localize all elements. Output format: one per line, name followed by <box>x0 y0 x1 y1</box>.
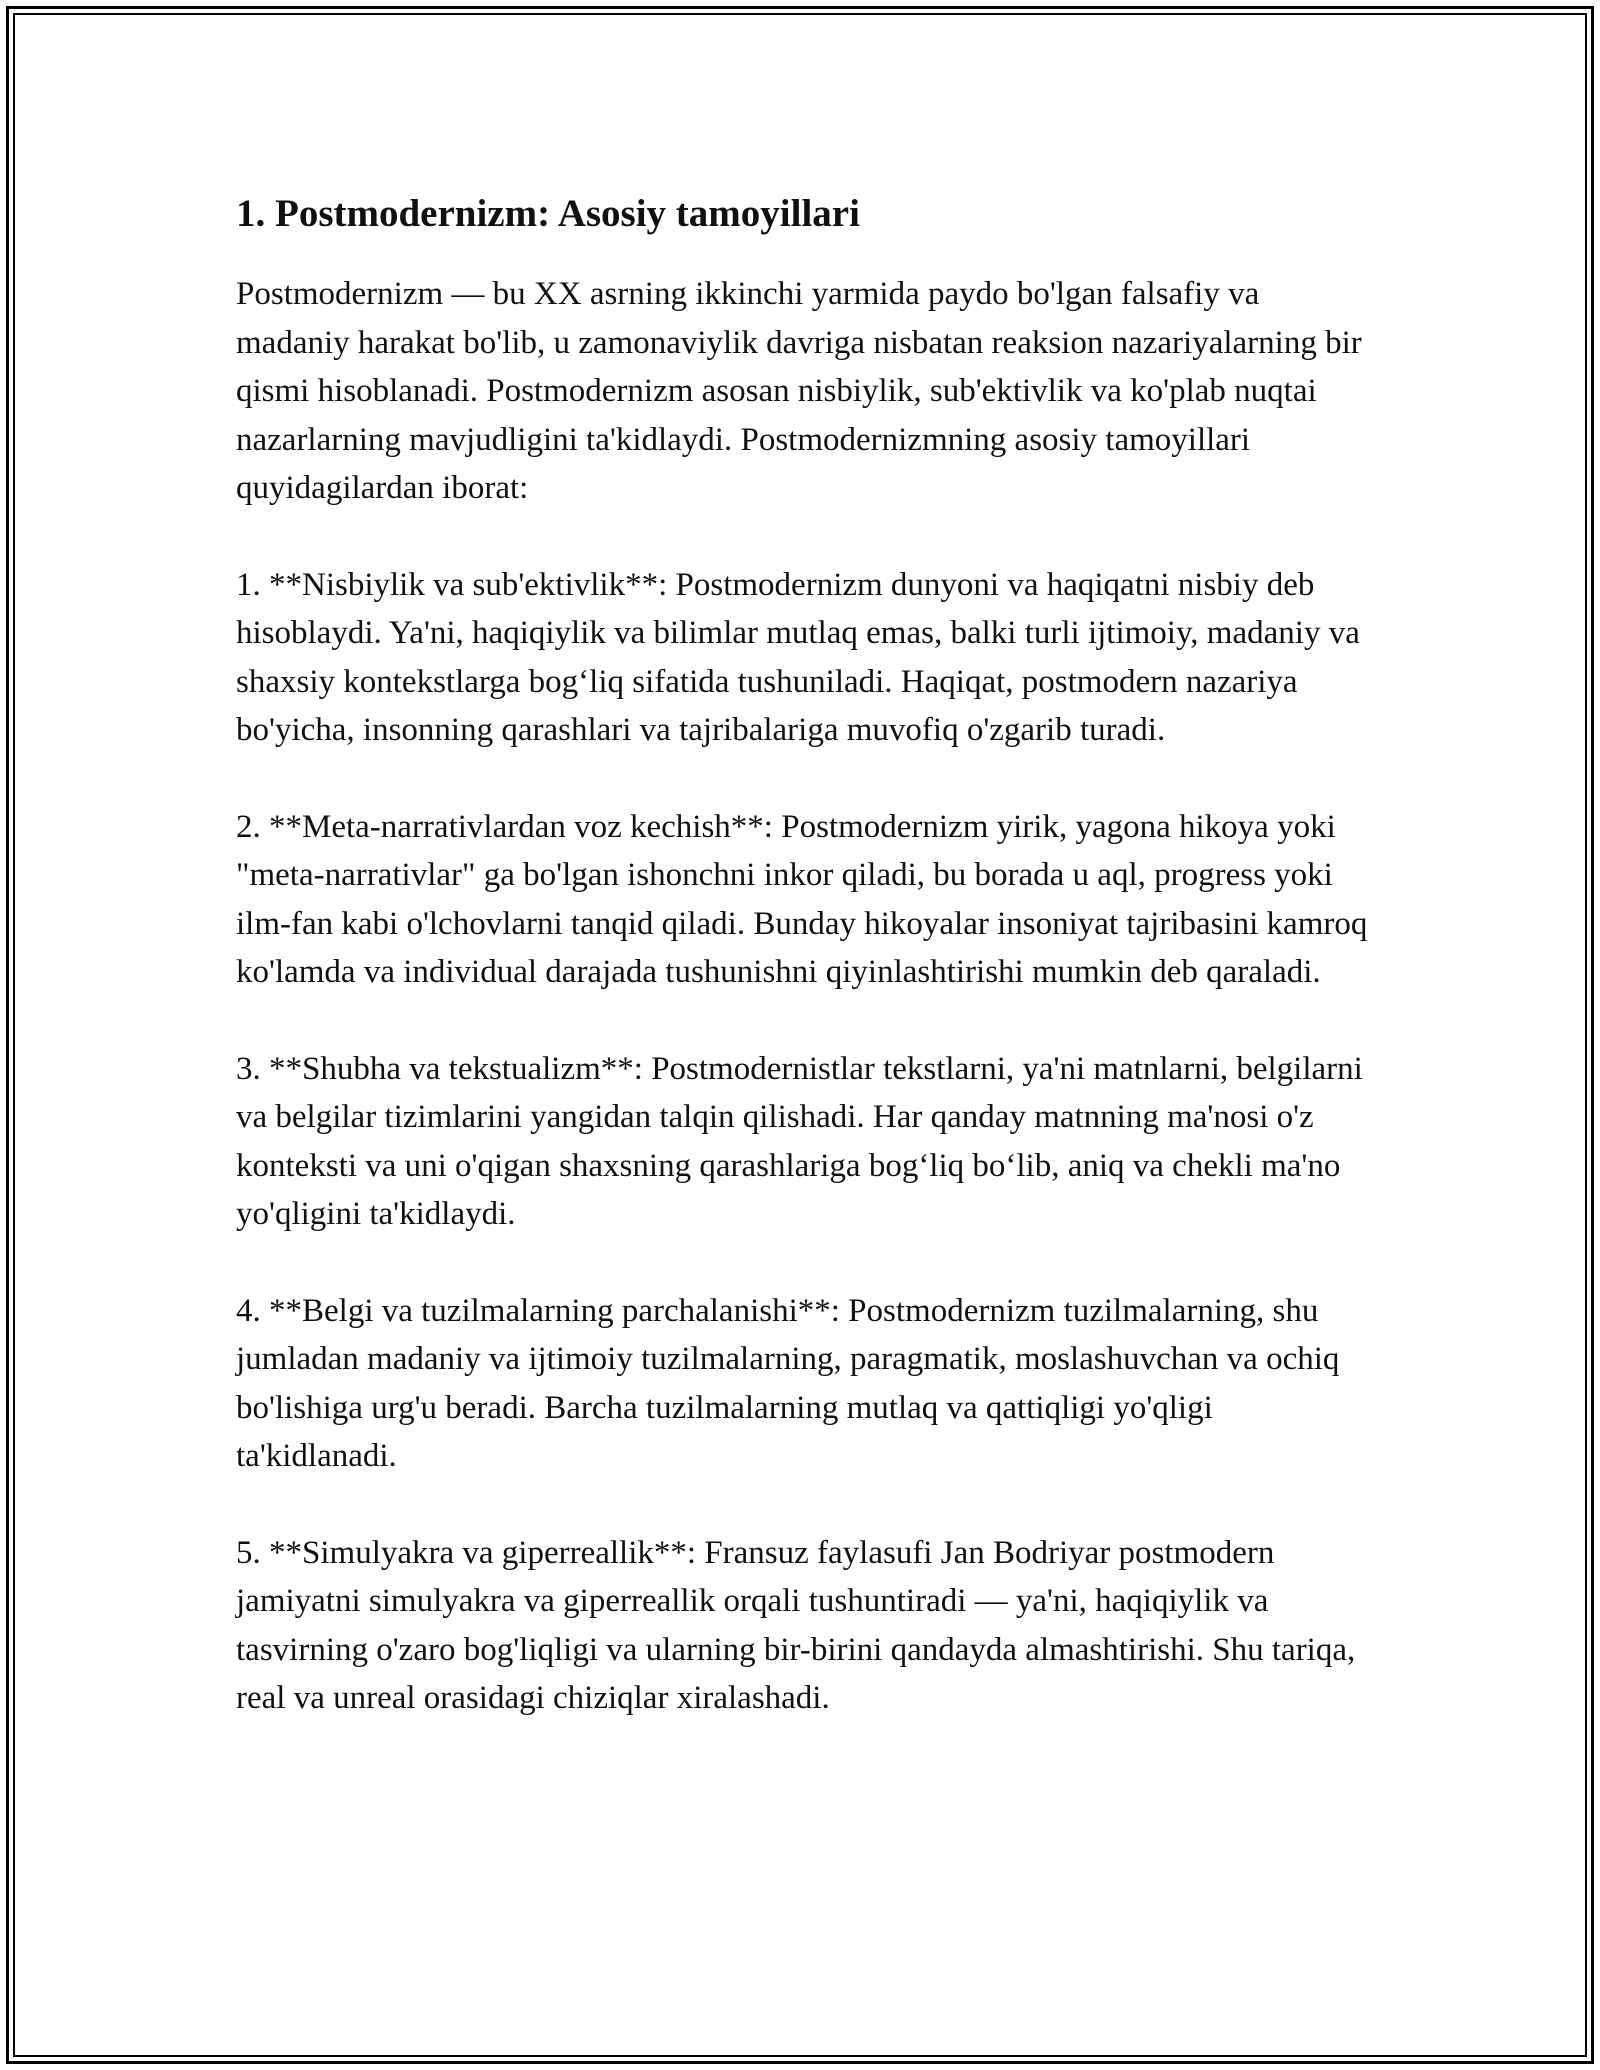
principle-item-3: 3. **Shubha va tekstualizm**: Postmodernistlar tekstlarni, ya'ni matnlarni, belgilarni va belgilar tizimlarini yangidan talqin qilishadi. Har qanday matnning ma'nosi o'z konteksti va uni o'qigan shaxsning qarashlariga bog‘liq bo‘lib, aniq va chekli ma'no yo'qligini ta'kidlaydi. <box>236 1050 1363 1232</box>
principle-item-1: 1. **Nisbiylik va sub'ektivlik**: Postmodernizm dunyoni va haqiqatni nisbiy deb hisoblaydi. Ya'ni, haqiqiylik va bilimlar mutlaq emas, balki turli ijtimoiy, madaniy va shaxsiy kontekstlarga bog‘liq sifatida tushuniladi. Haqiqat, postmodern nazariya bo'yicha, insonning qarashlari va tajribalariga muvofiq o'zgarib turadi. <box>236 566 1360 748</box>
principle-item-2: 2. **Meta-narrativlardan voz kechish**: Postmodernizm yirik, yagona hikoya yoki "meta-narrativlar" ga bo'lgan ishonchni inkor qiladi, bu borada u aql, progress yoki ilm-fan kabi o'lchovlarni tanqid qiladi. Bunday hikoyalar insoniyat tajribasini kamroq ko'lamda va individual darajada tushunishni qiyinlashtirishi mumkin deb qaraladi. <box>236 808 1368 990</box>
intro-paragraph: Postmodernizm — bu XX asrning ikkinchi yarmida paydo bo'lgan falsafiy va madaniy harakat bo'lib, u zamonaviylik davriga nisbatan reaksion nazariyalarning bir qismi hisoblanadi. Postmodernizm asosan nisbiylik, sub'ektivlik va ko'plab nuqtai nazarlarning mavjudligini ta'kidlaydi. Postmodernizmning asosiy tamoyillari quyidagilardan iborat: <box>236 276 1362 506</box>
document-title: 1. Postmodernizm: Asosiy tamoyillari <box>236 192 860 235</box>
document-body <box>236 188 1376 1771</box>
principle-item-5: 5. **Simulyakra va giperreallik**: Fransuz faylasufi Jan Bodriyar postmodern jamiyatni simulyakra va giperreallik orqali tushuntiradi — ya'ni, haqiqiylik va tasvirning o'zaro bog'liqligi va ularning bir-birini qandayda almashtirishi. Shu tariqa, real va unreal orasidagi chiziqlar xiralashadi. <box>236 1534 1356 1716</box>
principle-item-4: 4. **Belgi va tuzilmalarning parchalanishi**: Postmodernizm tuzilmalarning, shu jumladan madaniy va ijtimoiy tuzilmalarning, paragmatik, moslashuvchan va ochiq bo'lishiga urg'u beradi. Barcha tuzilmalarning mutlaq va qattiqligi yo'qligi ta'kidlanadi. <box>236 1292 1340 1474</box>
